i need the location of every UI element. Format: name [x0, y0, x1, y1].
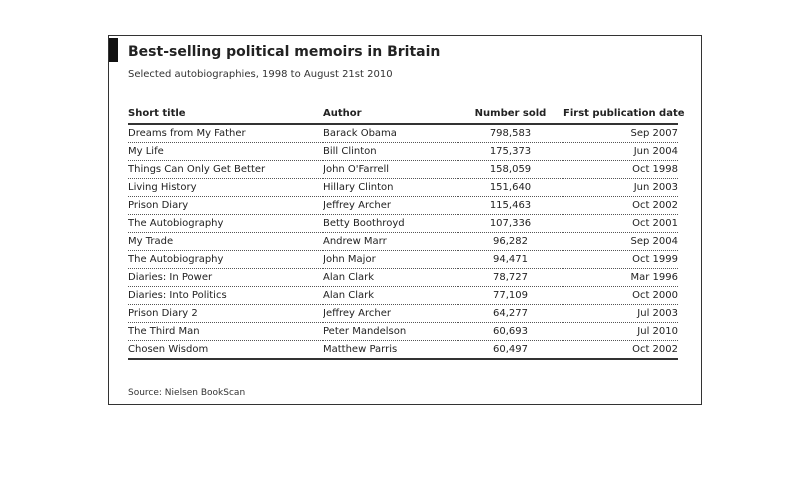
cell-date: Sep 2007	[563, 124, 678, 143]
cell-author: Bill Clinton	[323, 143, 458, 161]
column-header-number-sold: Number sold	[458, 106, 563, 124]
table-row	[128, 305, 678, 323]
table-row	[128, 251, 678, 269]
column-header-date: First publication date	[563, 106, 678, 124]
table-row	[128, 287, 678, 305]
cell-number-sold: 151,640	[458, 179, 563, 197]
cell-title: The Autobiography	[128, 251, 323, 269]
table-row	[128, 323, 678, 341]
cell-date: Oct 2002	[563, 341, 678, 360]
cell-title: Dreams from My Father	[128, 124, 323, 143]
cell-number-sold: 60,497	[458, 341, 563, 360]
cell-author: Barack Obama	[323, 124, 458, 143]
table-row	[128, 161, 678, 179]
cell-number-sold: 94,471	[458, 251, 563, 269]
page-subtitle: Selected autobiographies, 1998 to August 21st 2010	[128, 69, 393, 80]
cell-date: Jul 2010	[563, 323, 678, 341]
table-row	[128, 179, 678, 197]
table-row	[128, 341, 678, 360]
cell-title: Diaries: Into Politics	[128, 287, 323, 305]
table-row	[128, 143, 678, 161]
table-row	[128, 197, 678, 215]
cell-date: Mar 1996	[563, 269, 678, 287]
cell-number-sold: 96,282	[458, 233, 563, 251]
column-header-author: Author	[323, 106, 458, 124]
cell-title: Diaries: In Power	[128, 269, 323, 287]
table-body	[128, 124, 678, 359]
cell-author: Peter Mandelson	[323, 323, 458, 341]
cell-author: Matthew Parris	[323, 341, 458, 360]
table-row	[128, 215, 678, 233]
cell-date: Oct 1998	[563, 161, 678, 179]
cell-title: Prison Diary 2	[128, 305, 323, 323]
cell-title: Prison Diary	[128, 197, 323, 215]
cell-date: Jun 2003	[563, 179, 678, 197]
cell-date: Oct 1999	[563, 251, 678, 269]
cell-author: Jeffrey Archer	[323, 197, 458, 215]
cell-title: The Third Man	[128, 323, 323, 341]
cell-number-sold: 175,373	[458, 143, 563, 161]
table-row	[128, 269, 678, 287]
cell-date: Jun 2004	[563, 143, 678, 161]
cell-author: Alan Clark	[323, 269, 458, 287]
cell-title: Living History	[128, 179, 323, 197]
cell-date: Sep 2004	[563, 233, 678, 251]
cell-date: Jul 2003	[563, 305, 678, 323]
column-header-title: Short title	[128, 106, 323, 124]
cell-number-sold: 158,059	[458, 161, 563, 179]
cell-number-sold: 64,277	[458, 305, 563, 323]
table-card	[108, 35, 702, 405]
cell-author: Betty Boothroyd	[323, 215, 458, 233]
table-row	[128, 124, 678, 143]
cell-title: The Autobiography	[128, 215, 323, 233]
cell-title: Things Can Only Get Better	[128, 161, 323, 179]
source-note: Source: Nielsen BookScan	[128, 388, 246, 398]
cell-date: Oct 2000	[563, 287, 678, 305]
cell-title: Chosen Wisdom	[128, 341, 323, 360]
cell-number-sold: 115,463	[458, 197, 563, 215]
cell-number-sold: 78,727	[458, 269, 563, 287]
cell-date: Oct 2001	[563, 215, 678, 233]
cell-number-sold: 60,693	[458, 323, 563, 341]
table-row	[128, 233, 678, 251]
cell-date: Oct 2002	[563, 197, 678, 215]
cell-author: Alan Clark	[323, 287, 458, 305]
accent-bar	[109, 38, 118, 62]
cell-number-sold: 798,583	[458, 124, 563, 143]
cell-number-sold: 107,336	[458, 215, 563, 233]
cell-title: My Trade	[128, 233, 323, 251]
cell-author: John O'Farrell	[323, 161, 458, 179]
cell-author: John Major	[323, 251, 458, 269]
cell-author: Andrew Marr	[323, 233, 458, 251]
cell-number-sold: 77,109	[458, 287, 563, 305]
cell-author: Jeffrey Archer	[323, 305, 458, 323]
cell-title: My Life	[128, 143, 323, 161]
memoirs-table	[128, 106, 685, 360]
cell-author: Hillary Clinton	[323, 179, 458, 197]
page-title: Best-selling political memoirs in Britain	[128, 44, 441, 60]
table-header-row	[128, 106, 678, 124]
